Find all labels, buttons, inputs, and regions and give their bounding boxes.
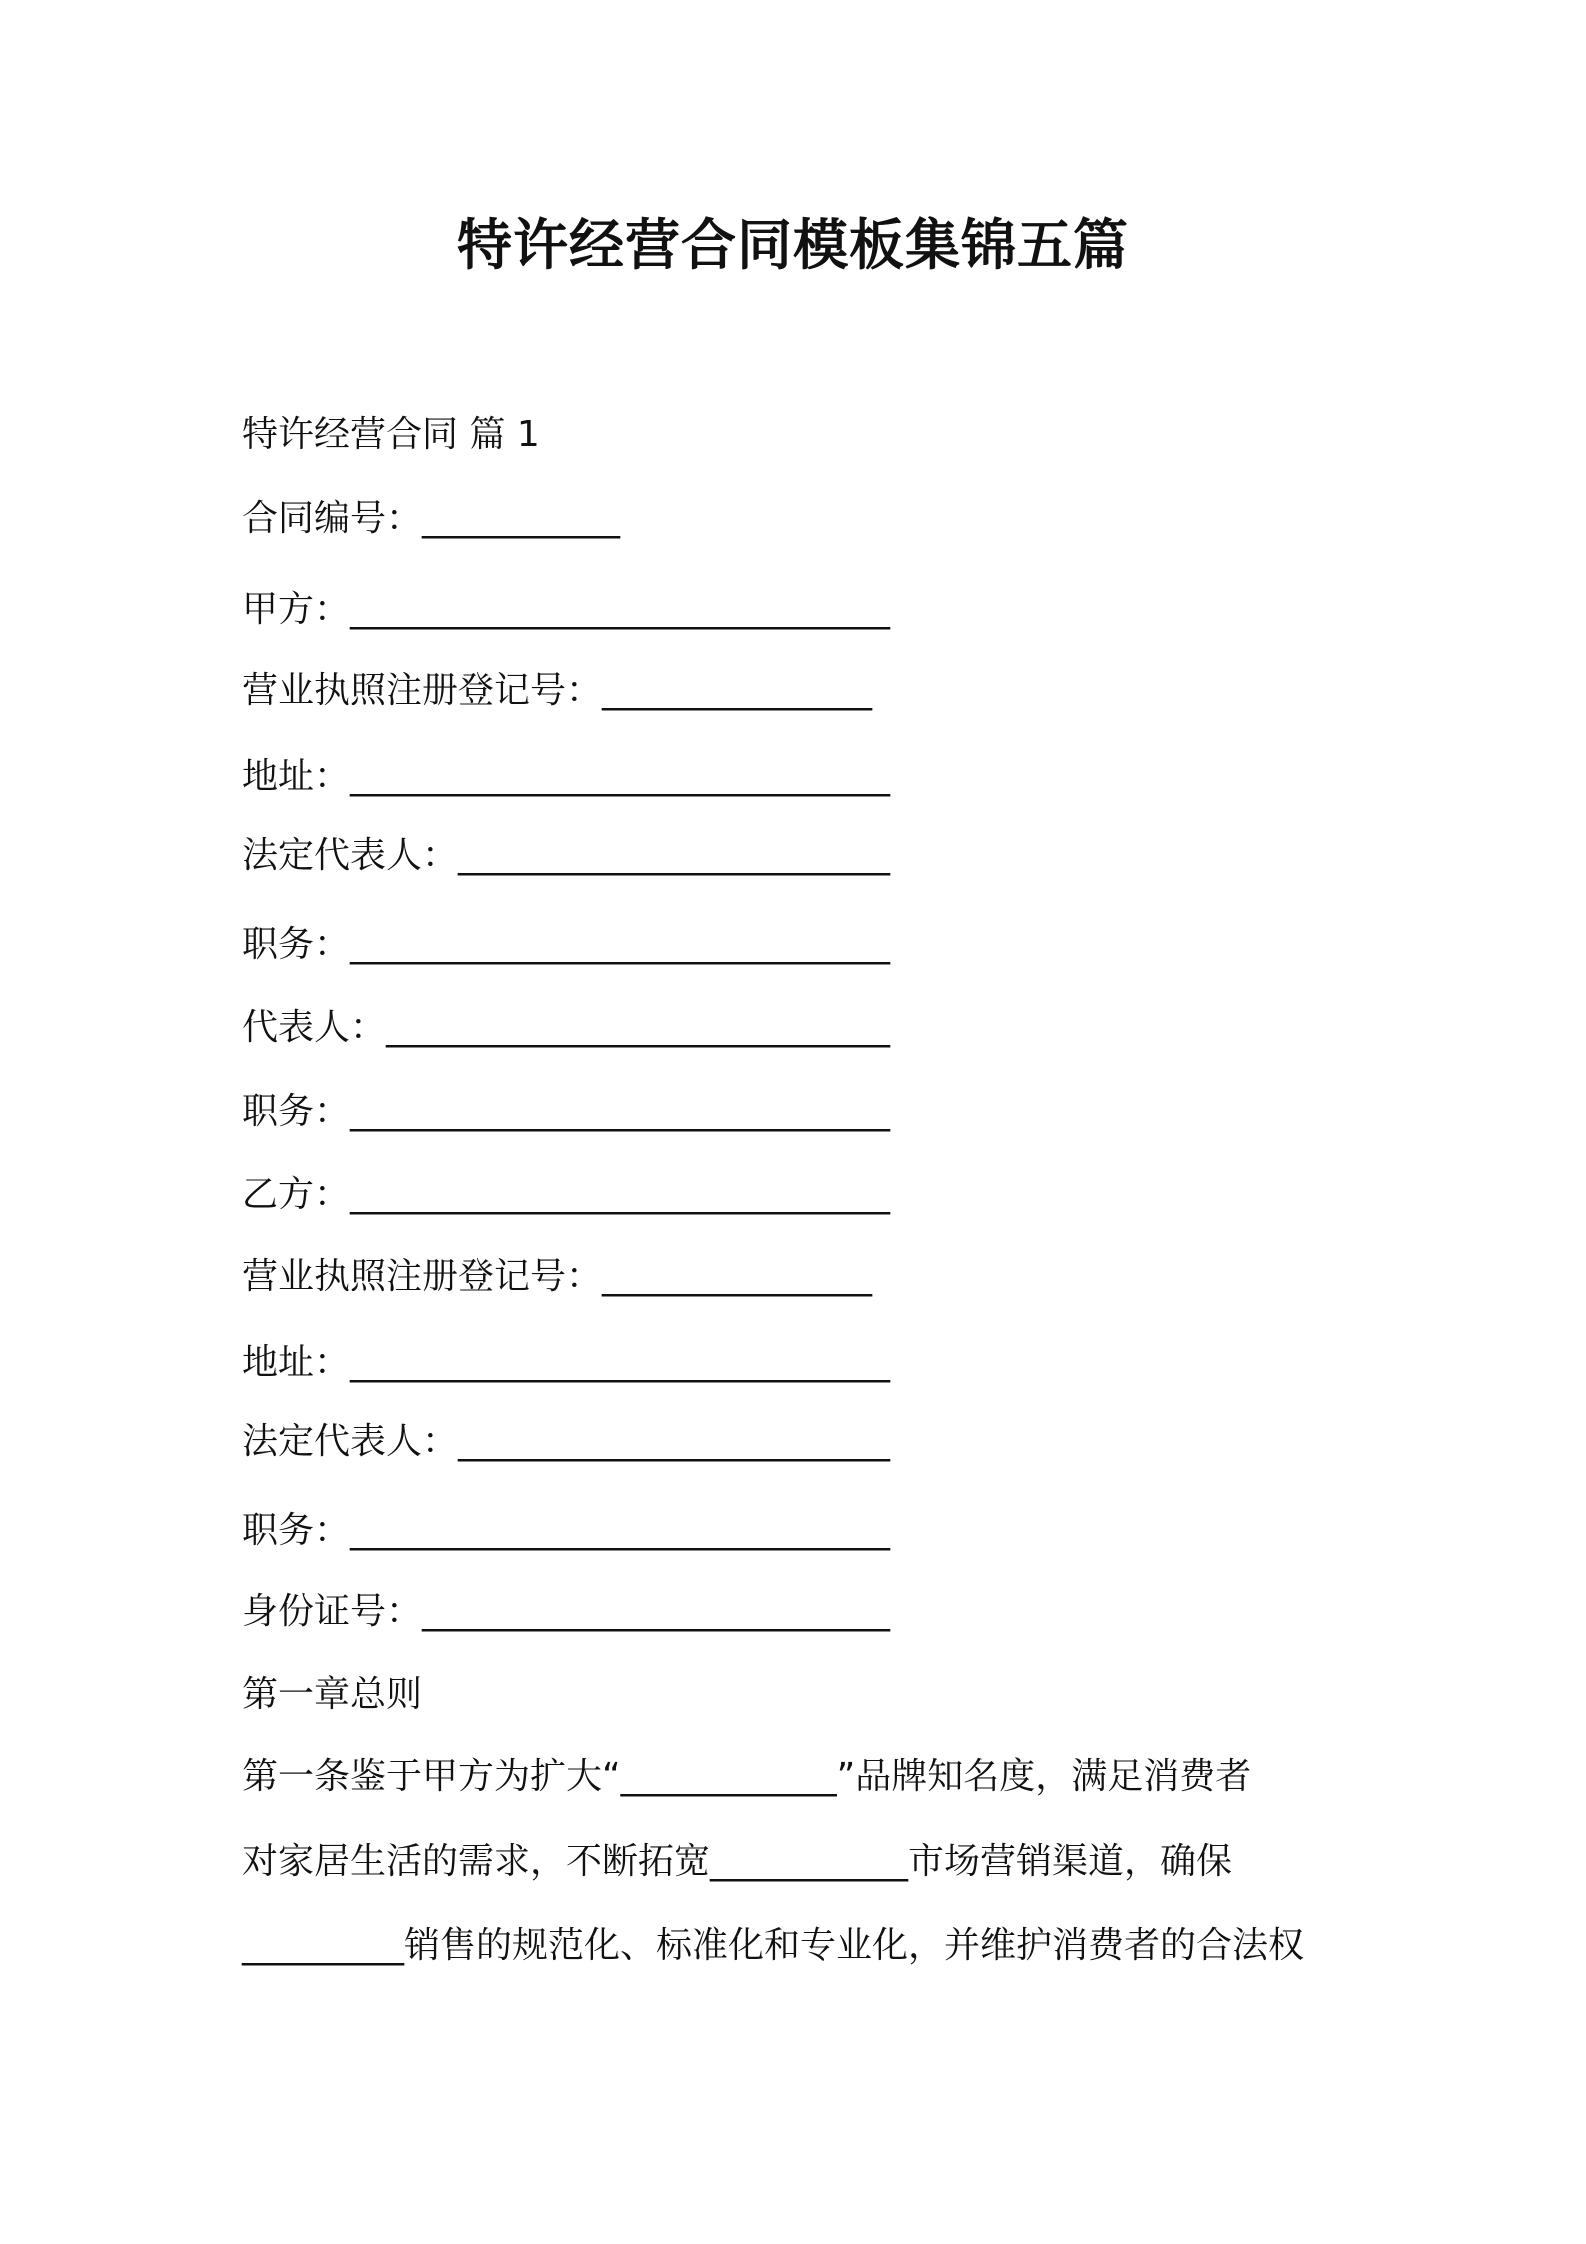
field-party-b-legal-representative: 法定代表人：________________________: [242, 1421, 891, 1462]
article-text-line: 第一条鉴于甲方为扩大“____________”品牌知名度，满足消费者: [242, 1756, 1252, 1797]
field-party-b: 乙方：______________________________: [242, 1174, 891, 1215]
article-text-line: 对家居生活的需求，不断拓宽___________市场营销渠道，确保: [242, 1841, 1233, 1882]
field-party-a-license-number: 营业执照注册登记号：_______________: [242, 670, 873, 711]
field-party-a-address: 地址：______________________________: [242, 756, 891, 797]
chapter-heading-general-provisions: 第一章总则: [242, 1674, 423, 1715]
article-text-line: _________销售的规范化、标准化和专业化，并维护消费者的合法权: [242, 1925, 1305, 1966]
field-contract-number: 合同编号：___________: [242, 498, 621, 539]
field-party-a: 甲方：______________________________: [242, 589, 891, 630]
field-party-a-position: 职务：______________________________: [242, 924, 891, 965]
section-heading-contract-1: 特许经营合同 篇 1: [242, 414, 540, 455]
field-party-a-legal-representative: 法定代表人：________________________: [242, 835, 891, 876]
document-title: 特许经营合同模板集锦五篇: [456, 213, 1129, 277]
field-party-a-representative-position: 职务：______________________________: [242, 1091, 891, 1132]
field-party-b-address: 地址：______________________________: [242, 1342, 891, 1383]
field-party-b-position: 职务：______________________________: [242, 1510, 891, 1551]
field-party-b-license-number: 营业执照注册登记号：_______________: [242, 1256, 873, 1297]
field-id-number: 身份证号：__________________________: [242, 1591, 891, 1632]
field-party-a-representative: 代表人：____________________________: [242, 1007, 891, 1048]
